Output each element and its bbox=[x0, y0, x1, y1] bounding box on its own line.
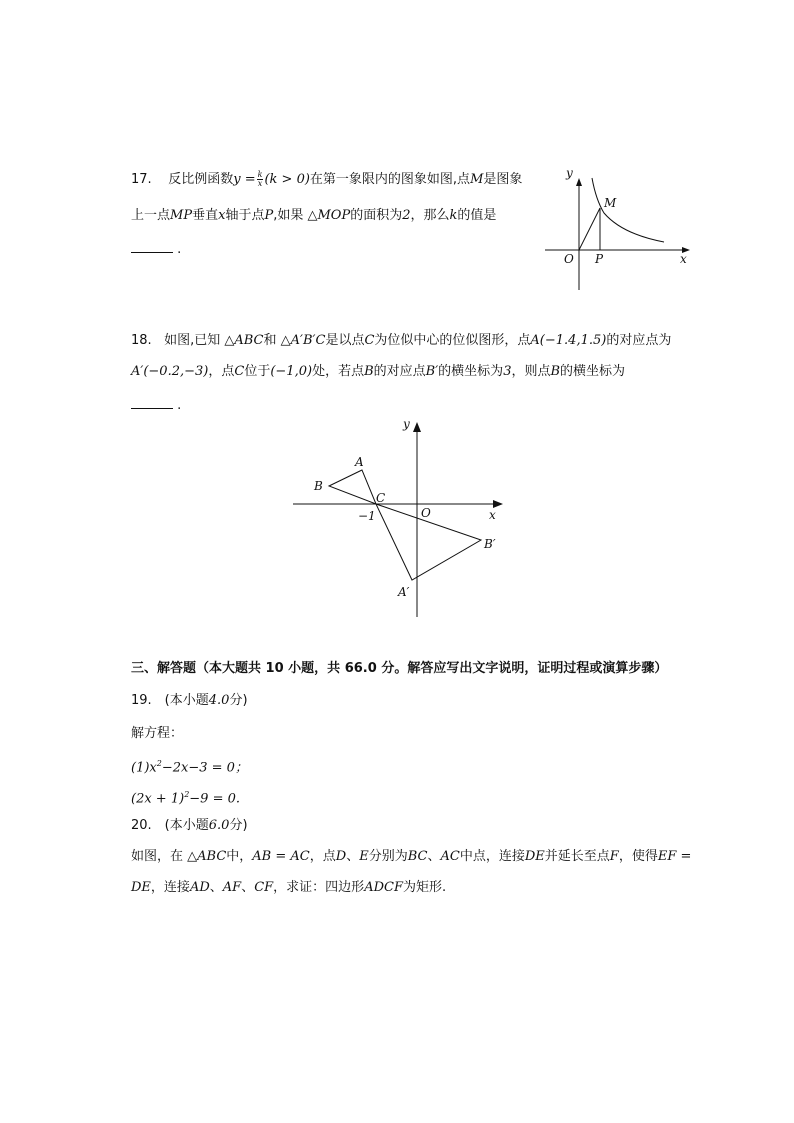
q18-line3 bbox=[131, 396, 181, 416]
q20-score: 6.0 bbox=[208, 818, 230, 833]
q18-label-C: C bbox=[376, 491, 386, 505]
q18-label-x: x bbox=[489, 508, 496, 522]
q20-text: 、 bbox=[427, 849, 441, 864]
q18-answer-blank[interactable] bbox=[131, 396, 173, 409]
q20-header-text: 20. (本小题 bbox=[131, 818, 209, 833]
q18-text: 处，若点 bbox=[312, 364, 365, 379]
q18-text: 的对应点 bbox=[373, 364, 426, 379]
q20-line1 bbox=[131, 847, 691, 867]
q17-figure bbox=[540, 160, 700, 295]
q17-line2 bbox=[131, 206, 496, 226]
q20-text: ，求证：四边形 bbox=[273, 880, 365, 895]
q17-var: x bbox=[218, 208, 226, 223]
q19-header-text: 19. (本小题 bbox=[131, 693, 209, 708]
section-score: 66.0 bbox=[344, 661, 377, 676]
q20-text: 如图，在 △ bbox=[131, 849, 198, 864]
q17-hyperbola bbox=[592, 178, 664, 242]
q17-var: MOP bbox=[317, 208, 351, 223]
q19-score: 4.0 bbox=[208, 693, 230, 708]
q19-eq1 bbox=[131, 754, 248, 778]
q20-var: DE bbox=[131, 880, 151, 895]
q19-eq1-prefix: (1) bbox=[131, 760, 150, 776]
q20-var: AD bbox=[189, 880, 210, 895]
q20-text: ，连接 bbox=[150, 880, 190, 895]
q20-text: 并延长至点 bbox=[544, 849, 610, 864]
q18-var: C bbox=[234, 364, 245, 379]
q17-text: 垂直 bbox=[192, 208, 219, 223]
q20-text: 中， bbox=[226, 849, 253, 864]
q18-label-B: B bbox=[314, 479, 323, 493]
q17-var: MP bbox=[170, 208, 193, 223]
q18-x-arrow bbox=[493, 500, 503, 508]
q18-var: (−1,0) bbox=[270, 364, 313, 379]
section-text: 小题，共 bbox=[288, 661, 341, 676]
q17-label-x: x bbox=[680, 252, 687, 266]
q17-condition: (k > 0) bbox=[264, 172, 310, 187]
q19-eq1-exp: 2 bbox=[156, 759, 162, 768]
q19-eq2-rest: −9 = 0. bbox=[189, 791, 241, 807]
q20-text: 中点，连接 bbox=[459, 849, 525, 864]
q18-number: 18. bbox=[131, 333, 152, 348]
q20-line2 bbox=[131, 878, 446, 898]
q17-var: M bbox=[470, 172, 484, 187]
section3-title bbox=[131, 659, 667, 679]
q18-text: 是以点 bbox=[325, 333, 365, 348]
section-text: 分。解答应写出文字说明，证明过程或演算步骤） bbox=[381, 661, 668, 676]
q20-var: DE bbox=[524, 849, 545, 864]
q17-fraction bbox=[257, 171, 264, 188]
q17-eq: y = bbox=[233, 172, 256, 187]
q20-text: ，使得 bbox=[618, 849, 658, 864]
q19-eq2-exp: 2 bbox=[184, 790, 190, 799]
q18-var: B bbox=[550, 364, 561, 379]
q20-var: ABC bbox=[197, 849, 227, 864]
q17-y-arrow bbox=[576, 178, 582, 186]
q18-var: 3 bbox=[503, 364, 512, 379]
q20-text: 为矩形. bbox=[402, 880, 447, 895]
q20-var: F bbox=[609, 849, 619, 864]
q19-eq1-rest: −2x−3 = 0； bbox=[161, 760, 248, 776]
q20-var: AC bbox=[440, 849, 460, 864]
q17-line3 bbox=[131, 240, 181, 260]
q19-eq1-var: x bbox=[149, 760, 157, 776]
q18-var: A′(−0.2,−3) bbox=[131, 364, 209, 379]
section-text: 三、解答题（本大题共 bbox=[131, 661, 262, 676]
q17-label-O: O bbox=[564, 252, 574, 266]
q18-text: ，点 bbox=[208, 364, 235, 379]
q19-intro-text: 解方程： bbox=[131, 726, 184, 741]
q18-text: 的横坐标为 bbox=[438, 364, 504, 379]
q18-var: C bbox=[364, 333, 375, 348]
q18-var: ABC bbox=[234, 333, 264, 348]
q18-label-y: y bbox=[403, 417, 410, 431]
q20-header bbox=[131, 816, 248, 836]
q18-triangle-ABC bbox=[329, 470, 376, 504]
frac-denominator: x bbox=[257, 179, 263, 188]
q17-text: 上一点 bbox=[131, 208, 171, 223]
q20-var: E bbox=[359, 849, 369, 864]
q18-label-neg1: −1 bbox=[358, 509, 376, 523]
q17-var: P bbox=[264, 208, 274, 223]
q18-text: 如图,已知 △ bbox=[164, 333, 235, 348]
section-number: 10 bbox=[265, 661, 284, 676]
q17-text: 是图象 bbox=[483, 172, 523, 187]
q18-var: A(−1.4,1.5) bbox=[530, 333, 607, 348]
q19-header-text: 分) bbox=[229, 693, 248, 708]
q17-text: 轴于点 bbox=[225, 208, 265, 223]
q17-text: 的值是 bbox=[457, 208, 497, 223]
q18-var: B bbox=[364, 364, 374, 379]
q18-label-A1: A′ bbox=[398, 585, 410, 599]
q20-text: 分别为 bbox=[368, 849, 408, 864]
q20-var: CF bbox=[254, 880, 274, 895]
q17-answer-blank[interactable] bbox=[131, 240, 173, 253]
q20-var: AB = AC bbox=[252, 849, 310, 864]
q18-text: 和 △ bbox=[263, 333, 291, 348]
q19-header bbox=[131, 691, 248, 711]
q17-label-y: y bbox=[566, 166, 573, 180]
q18-label-O: O bbox=[421, 506, 431, 520]
q17-text: ，那么 bbox=[410, 208, 450, 223]
q18-label-A: A bbox=[355, 455, 364, 469]
q18-y-arrow bbox=[413, 422, 421, 432]
q17-segment-OM bbox=[579, 208, 600, 250]
q17-text: 的面积为 bbox=[350, 208, 403, 223]
q20-var: ADCF bbox=[364, 880, 403, 895]
q20-header-text: 分) bbox=[229, 818, 248, 833]
q18-end: . bbox=[177, 398, 182, 413]
q18-var: B′ bbox=[425, 364, 439, 379]
q20-var: D bbox=[335, 849, 347, 864]
q18-var: A′B′C bbox=[290, 333, 326, 348]
q18-line1 bbox=[131, 331, 671, 351]
q18-text: 位于 bbox=[244, 364, 271, 379]
q18-text: ，则点 bbox=[511, 364, 551, 379]
q18-text: 的对应点为 bbox=[606, 333, 672, 348]
q18-figure bbox=[285, 412, 515, 622]
q17-text: ,如果 △ bbox=[273, 208, 318, 223]
q20-text: ，点 bbox=[309, 849, 336, 864]
q17-label-M: M bbox=[604, 196, 617, 210]
q17-number: 17. bbox=[131, 172, 152, 187]
q17-var: k bbox=[449, 208, 458, 223]
q18-label-B1: B′ bbox=[484, 537, 496, 551]
q17-text: 反比例函数 bbox=[168, 172, 234, 187]
q20-var: BC bbox=[407, 849, 428, 864]
q20-var: AF bbox=[222, 880, 242, 895]
q17-text: 在第一象限内的图象如图,点 bbox=[309, 172, 471, 187]
q20-var: EF = bbox=[657, 849, 692, 864]
q17-end: . bbox=[177, 242, 182, 257]
q17-line1 bbox=[131, 170, 522, 190]
q18-line2 bbox=[131, 362, 625, 382]
q19-eq2-base: (2x + 1) bbox=[131, 791, 185, 807]
q18-text: 的横坐标为 bbox=[560, 364, 626, 379]
q17-var: 2 bbox=[402, 208, 411, 223]
q20-text: 、 bbox=[241, 880, 255, 895]
q19-eq2 bbox=[131, 785, 240, 809]
q19-intro bbox=[131, 724, 183, 744]
frac-numerator: k bbox=[257, 170, 263, 179]
q20-text: 、 bbox=[346, 849, 360, 864]
q17-label-P: P bbox=[595, 252, 604, 266]
q18-text: 为位似中心的位似图形，点 bbox=[374, 333, 531, 348]
q20-text: 、 bbox=[209, 880, 223, 895]
